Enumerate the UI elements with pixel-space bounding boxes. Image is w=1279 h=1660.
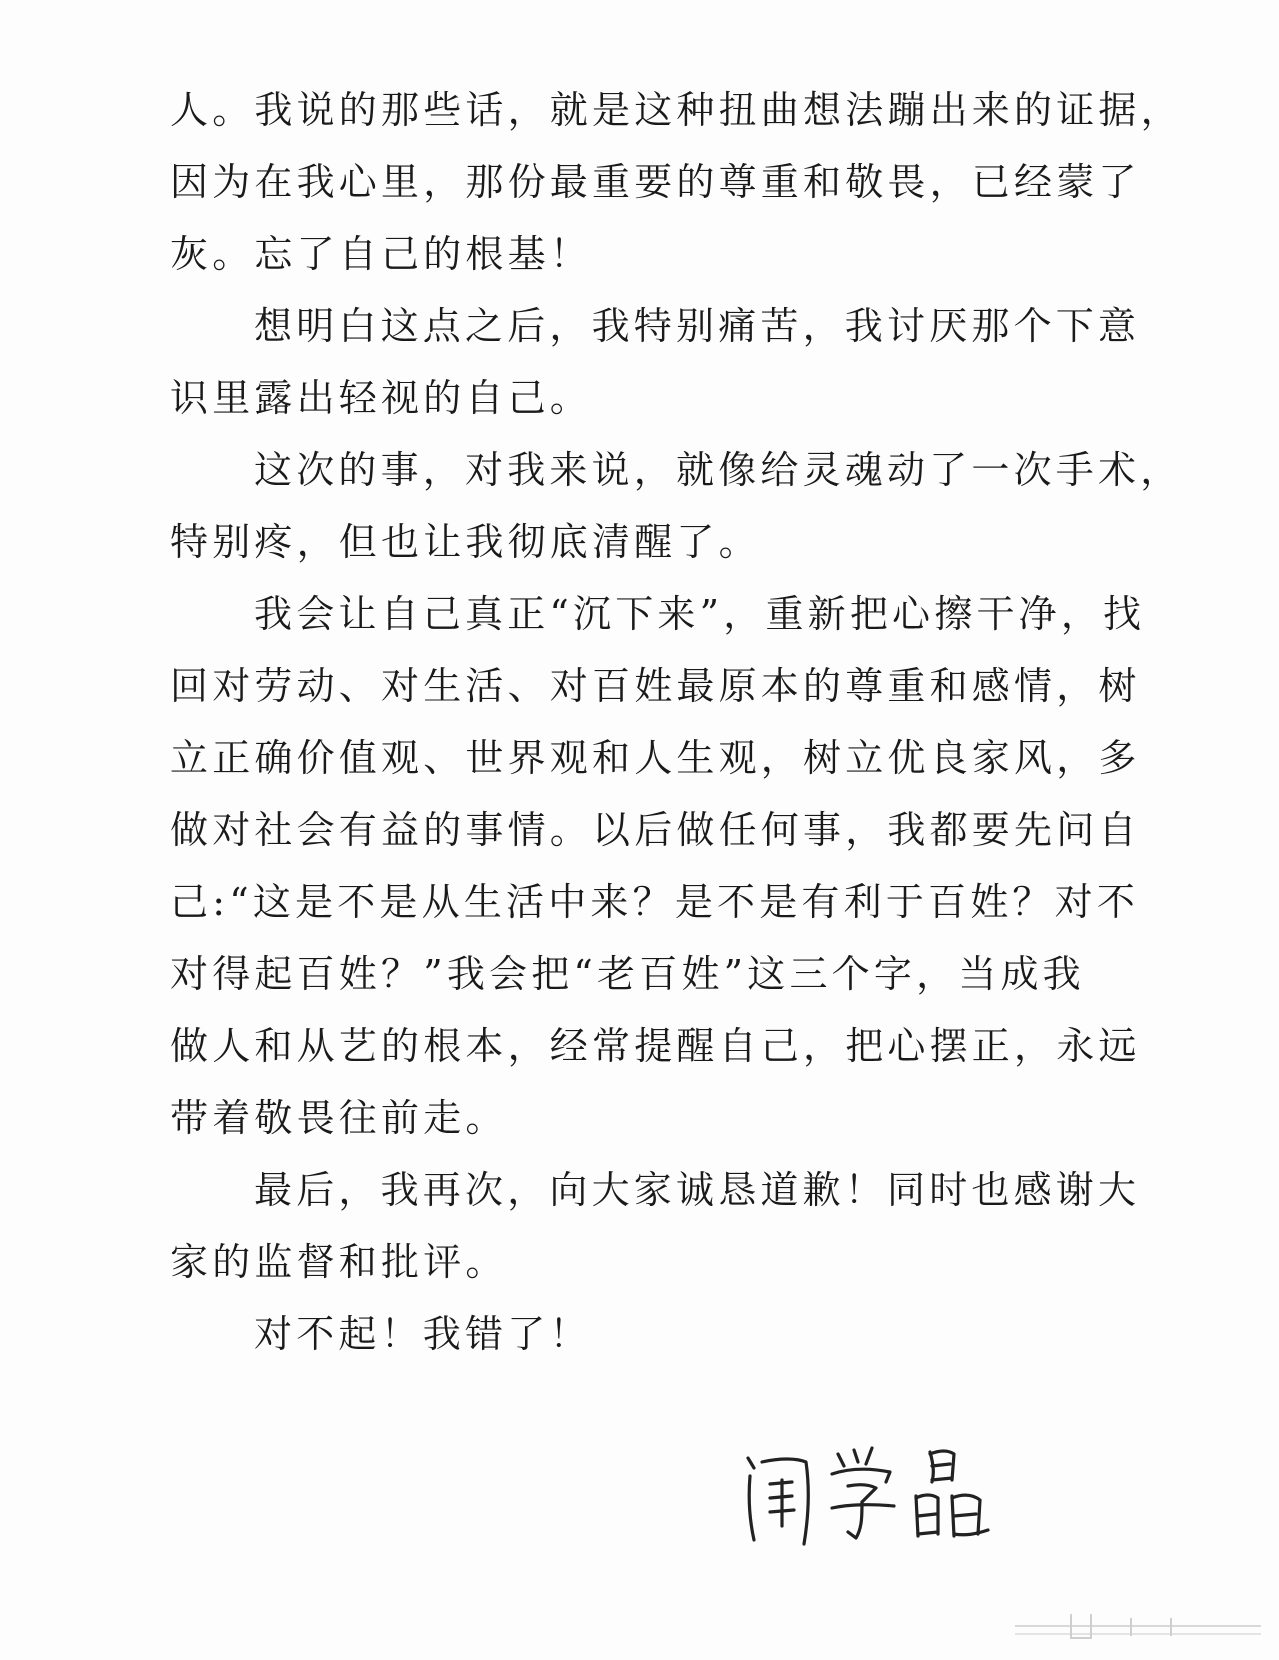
text-line: 识里露出轻视的自己。 bbox=[170, 376, 593, 420]
watermark-lines bbox=[1011, 1606, 1261, 1646]
text-line: 己:“这是不是从生活中来？是不是有利于百姓？对不 bbox=[170, 880, 1140, 924]
text-line: 带着敬畏往前走。 bbox=[170, 1096, 508, 1140]
text-line: 对得起百姓？”我会把“老百姓”这三个字，当成我 bbox=[170, 952, 1085, 996]
text-line: 回对劳动、对生活、对百姓最原本的尊重和感情，树 bbox=[170, 664, 1141, 708]
text-line: 特别疼，但也让我彻底清醒了。 bbox=[170, 520, 761, 564]
paragraph-start-line: 想明白这点之后，我特别痛苦，我讨厌那个下意 bbox=[254, 304, 1141, 348]
text-line: 做人和从艺的根本，经常提醒自己，把心摆正，永远 bbox=[170, 1024, 1141, 1068]
handwritten-signature bbox=[740, 1440, 1020, 1550]
paragraph-start-line: 我会让自己真正“沉下来”，重新把心擦干净，找 bbox=[254, 592, 1146, 636]
text-line: 灰。忘了自己的根基！ bbox=[170, 232, 593, 276]
signature-drawing bbox=[740, 1440, 1020, 1550]
closing-line: 对不起！我错了！ bbox=[254, 1312, 592, 1356]
text-line: 做对社会有益的事情。以后做任何事，我都要先问自 bbox=[170, 808, 1141, 852]
paragraph-start-line: 最后，我再次，向大家诚恳道歉！同时也感谢大 bbox=[254, 1168, 1141, 1212]
text-line: 因为在我心里，那份最重要的尊重和敬畏，已经蒙了 bbox=[170, 160, 1141, 204]
text-line: 立正确价值观、世界观和人生观，树立优良家风，多 bbox=[170, 736, 1141, 780]
paragraph-start-line: 这次的事，对我来说，就像给灵魂动了一次手术， bbox=[254, 448, 1183, 492]
text-line: 家的监督和批评。 bbox=[170, 1240, 508, 1284]
text-line: 人。我说的那些话，就是这种扭曲想法蹦出来的证据， bbox=[170, 88, 1183, 132]
letter-body bbox=[170, 74, 1183, 1370]
